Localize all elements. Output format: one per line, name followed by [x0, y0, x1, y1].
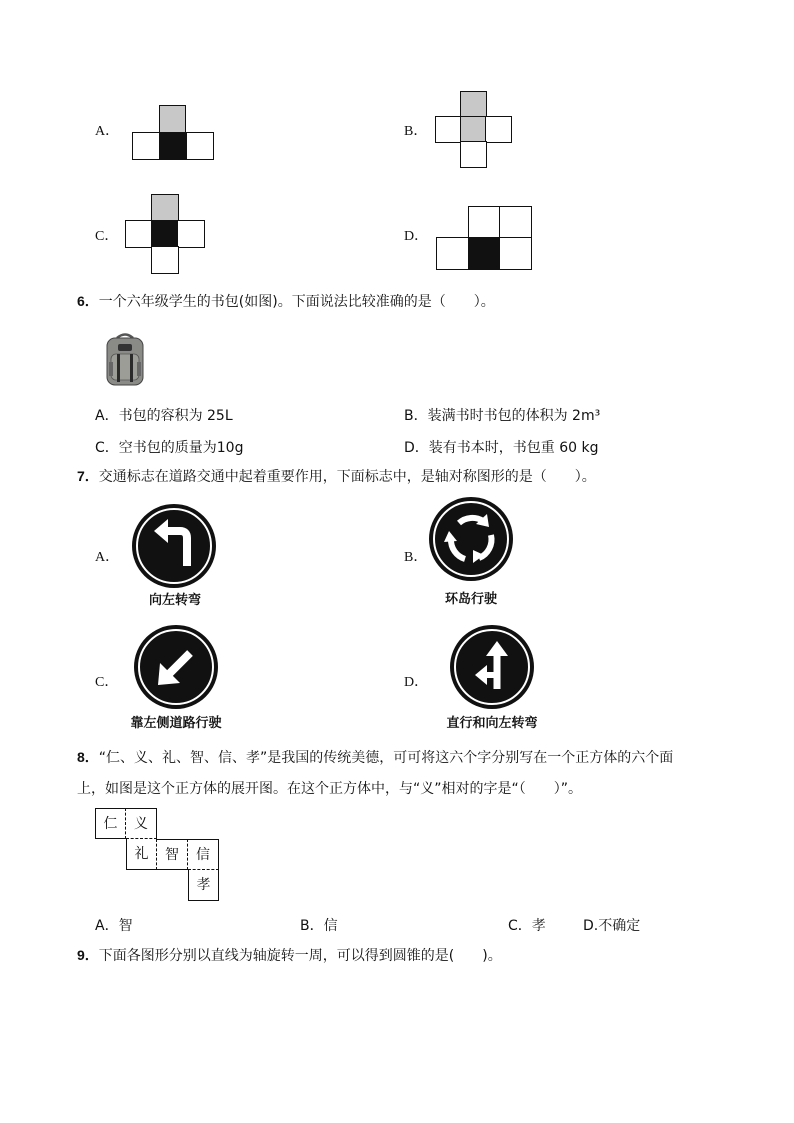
q7-option-b-sign[interactable] — [429, 497, 513, 581]
backpack-image — [103, 332, 147, 387]
q7-option-a-caption: 向左转弯 — [148, 593, 201, 608]
q7-option-c-sign[interactable] — [134, 625, 218, 709]
q5-option-c-figure[interactable] — [125, 194, 205, 274]
q7-option-d-sign[interactable] — [450, 625, 534, 709]
q5-option-d-figure[interactable] — [436, 206, 532, 270]
net-cell-ren: 仁 — [95, 808, 126, 839]
q8-option-d[interactable]: D.不确定 — [583, 918, 641, 934]
q6-option-c[interactable]: C．空书包的质量为10g — [95, 440, 244, 456]
q8-option-a[interactable]: A．智 — [95, 918, 133, 934]
q6-option-a[interactable]: A．书包的容积为 25L — [95, 408, 233, 424]
cube-net-figure — [95, 808, 221, 904]
q7-option-d-caption: 直行和向左转弯 — [446, 716, 538, 731]
q6-stem — [77, 291, 495, 312]
q5-option-b-figure[interactable] — [435, 91, 512, 168]
q5-option-a-figure[interactable] — [132, 105, 214, 160]
q9-text: 下面各图形分别以直线为轴旋转一周，可以得到圆锥的是( )。 — [98, 948, 502, 964]
q7-stem — [77, 466, 596, 487]
q7-option-d-label: D． — [404, 675, 429, 690]
q8-stem-line1 — [77, 747, 673, 768]
q6-number: 6． — [77, 293, 99, 309]
keep-left-arrow-icon — [134, 625, 218, 709]
q8-option-c[interactable]: C．孝 — [508, 918, 546, 934]
q8-text-line1: “仁、义、礼、智、信、孝”是我国的传统美德，可可将这六个字分别写在一个正方体的六个面 — [98, 750, 674, 766]
q8-option-b[interactable]: B．信 — [300, 918, 338, 934]
net-cell-yi: 义 — [126, 808, 157, 839]
q7-option-a-sign[interactable] — [132, 504, 216, 588]
q7-number: 7． — [77, 468, 99, 484]
q9-stem — [77, 945, 502, 966]
q5-option-b-label: B． — [404, 124, 428, 139]
roundabout-arrows-icon — [429, 497, 513, 581]
turn-left-arrow-icon — [132, 504, 216, 588]
net-cell-xin: 信 — [188, 839, 219, 870]
net-cell-zhi: 智 — [157, 839, 188, 870]
net-cell-xiao: 孝 — [188, 870, 219, 901]
q7-option-a-label: A． — [95, 550, 120, 565]
q7-text: 交通标志在道路交通中起着重要作用，下面标志中，是轴对称图形的是（ ）。 — [98, 469, 596, 485]
q6-text: 一个六年级学生的书包(如图)。下面说法比较准确的是（ ）。 — [98, 294, 495, 310]
q6-option-d[interactable]: D．装有书本时，书包重 60 kg — [404, 440, 599, 456]
net-cell-li: 礼 — [126, 839, 157, 870]
q5-option-a-label: A． — [95, 124, 120, 139]
q6-option-b[interactable]: B．装满书时书包的体积为 2m³ — [404, 408, 601, 424]
q7-option-c-caption: 靠左侧道路行驶 — [130, 716, 222, 731]
q7-option-c-label: C． — [95, 675, 119, 690]
q5-option-c-label: C． — [95, 229, 119, 244]
q9-number: 9． — [77, 947, 99, 963]
q8-number: 8． — [77, 749, 99, 765]
q8-stem-line2: 上，如图是这个正方体的展开图。在这个正方体中，与“义”相对的字是“（ ）”。 — [77, 781, 583, 797]
q5-option-d-label: D． — [404, 229, 429, 244]
q7-option-b-caption: 环岛行驶 — [444, 592, 497, 607]
straight-and-left-arrow-icon — [450, 625, 534, 709]
q7-option-b-label: B． — [404, 550, 428, 565]
